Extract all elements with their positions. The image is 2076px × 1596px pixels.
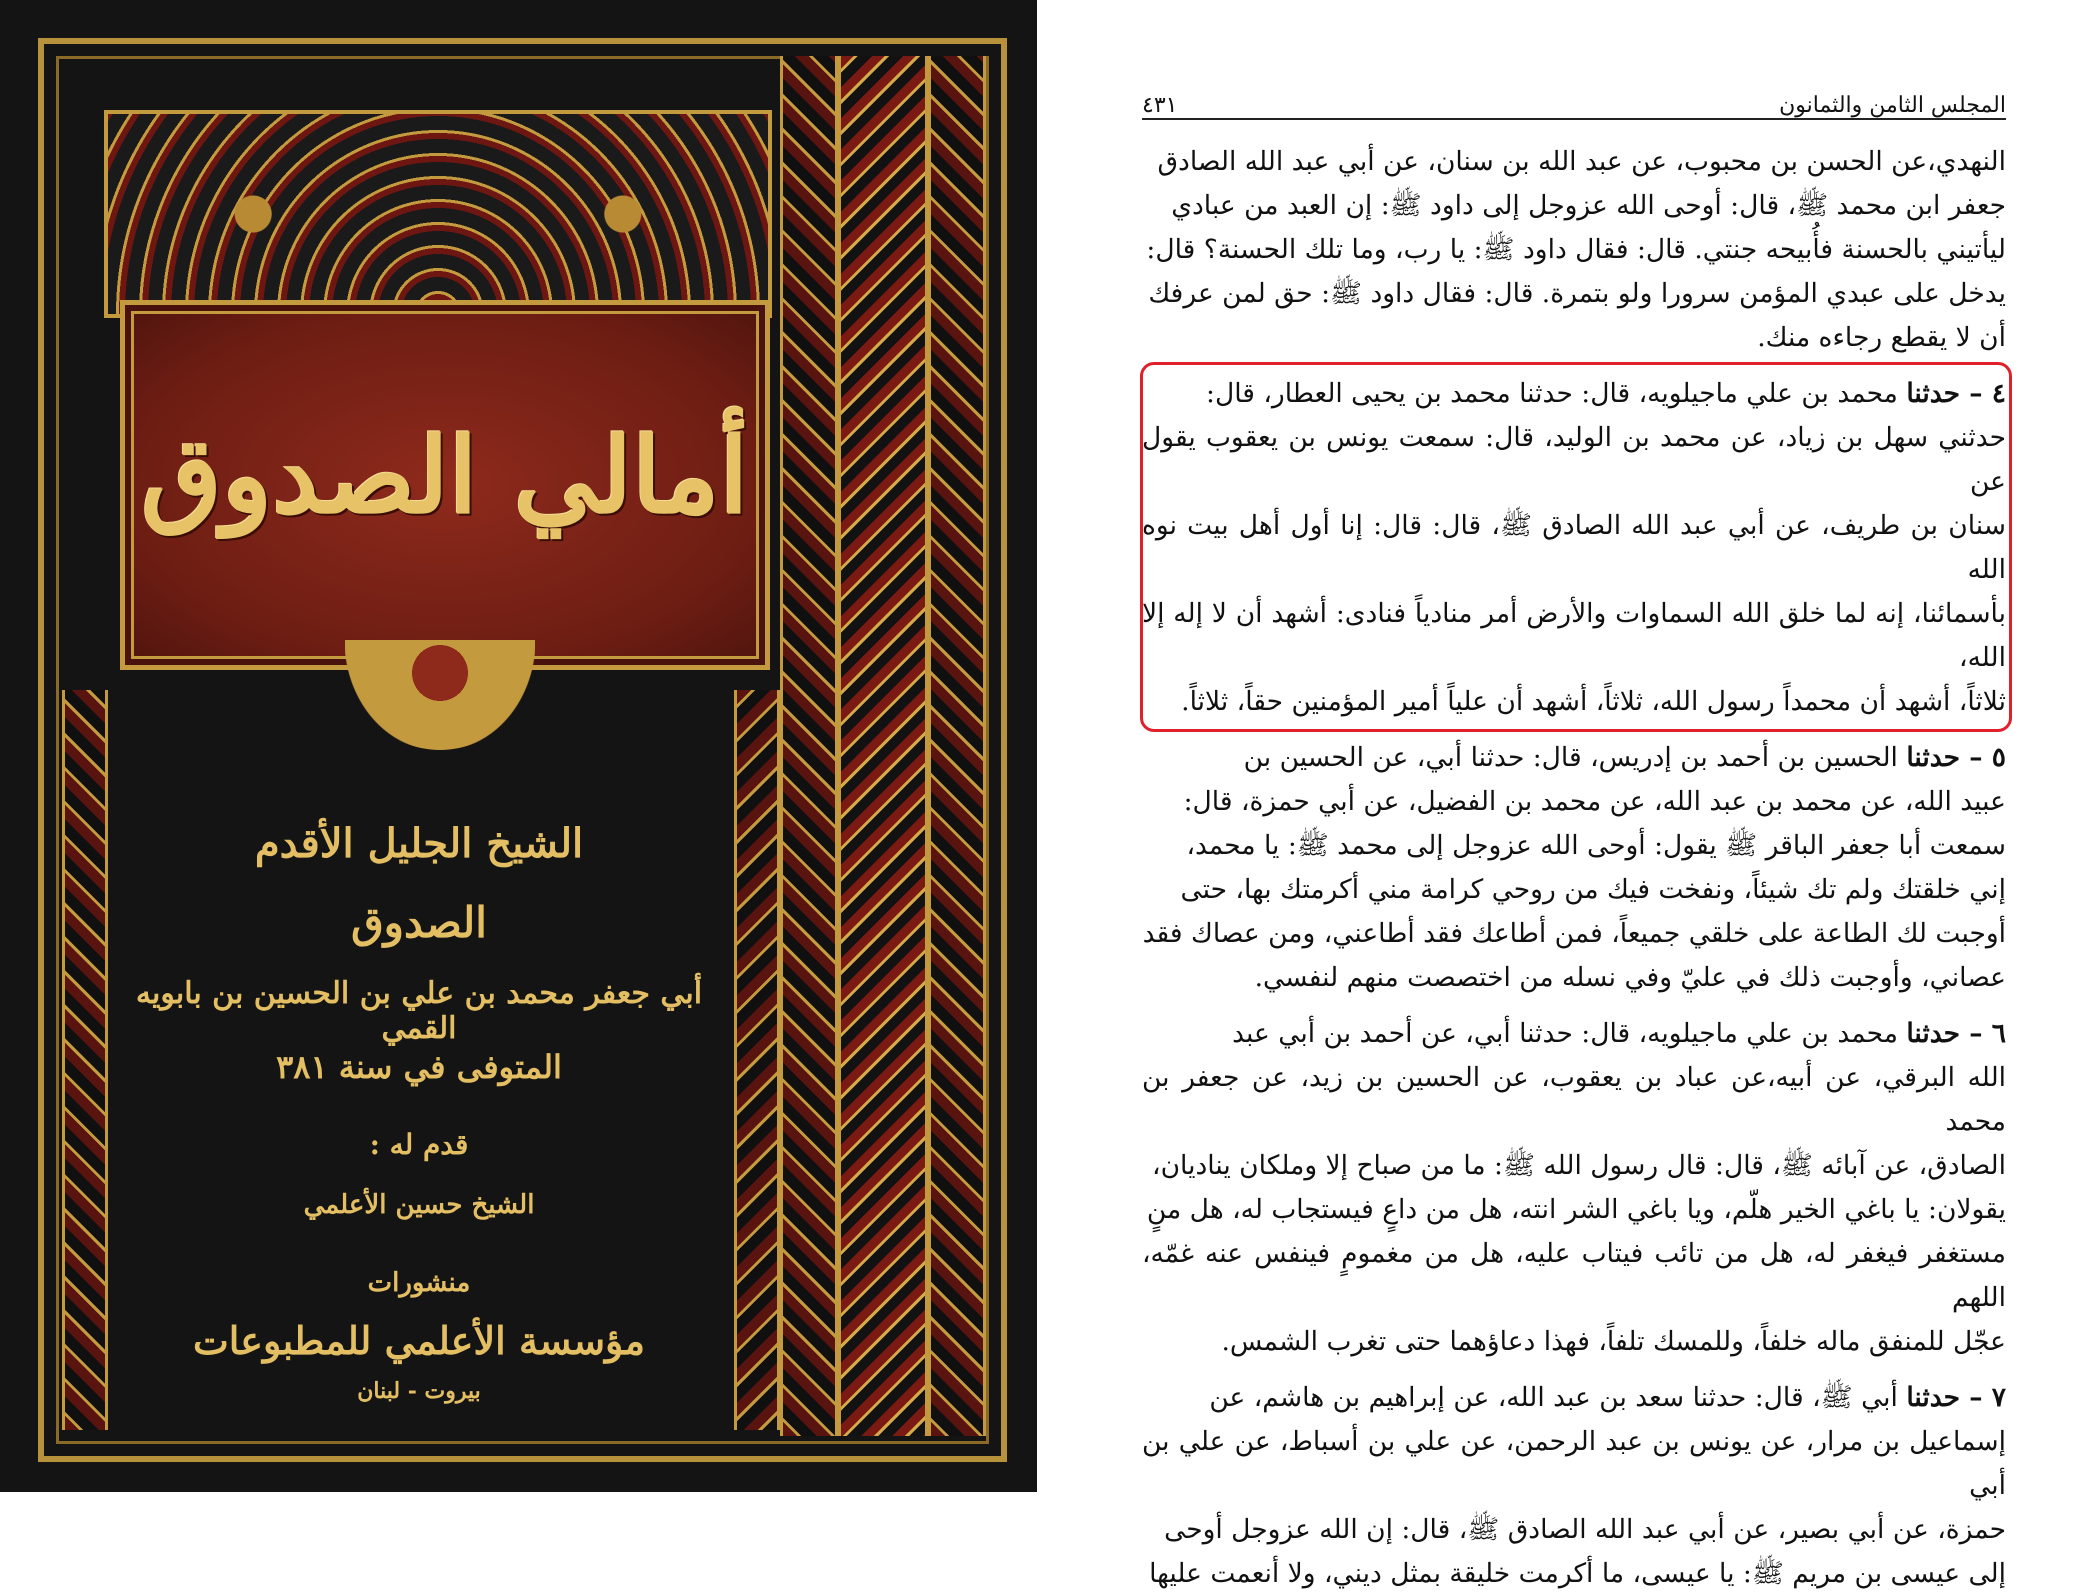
hadith-paragraph — [1133, 1012, 2006, 1364]
line-text: إني خلقتك ولم تك شيئاً، ونفخت فيك من روحي كرامة مني أكرمتك بها، حتى — [1180, 874, 2006, 905]
text-line — [1142, 184, 2006, 228]
line-text: أن لا يقطع رجاءه منك. — [1757, 322, 2006, 353]
cover-lower-strip-right — [734, 690, 780, 1430]
line-text: عجّل للمنفق ماله خلفاً، وللمسك تلفاً، فهذا دعاؤهما حتى تغرب الشمس. — [1221, 1326, 2006, 1357]
hadith-number: ٧ – حدثنا — [1906, 1382, 2006, 1413]
line-text: أوجبت لك الطاعة على خلقي جميعاً، فمن أطاعك فقد أطاعني، ومن عصاك فقد — [1142, 918, 2006, 949]
line-text: ليأتيني بالحسنة فأُبيحه جنتي. قال: فقال داود ﷺ: يا رب، وما تلك الحسنة؟ قال: — [1146, 234, 2006, 265]
line-text: يدخل على عبدي المؤمن سرورا ولو بتمرة. قال: فقال داود ﷺ: حق لمن عرفك — [1148, 278, 2006, 309]
text-line — [1142, 228, 2006, 272]
text-line — [1133, 1420, 2006, 1508]
line-text: الصادق، عن آبائه ﷺ، قال: قال رسول الله ﷺ: ما من صباح إلا وملكان يناديان، — [1152, 1150, 2006, 1181]
text-line — [1142, 912, 2006, 956]
text-line — [1133, 1056, 2006, 1144]
strip-zigzag-right — [928, 56, 986, 1436]
text-line — [1142, 780, 2006, 824]
paragraph-gap — [1142, 1000, 2006, 1012]
paragraph-gap — [1142, 1364, 2006, 1376]
cover-city: بيروت - لبنان — [357, 1378, 481, 1404]
cover-intro-label: قدم له : — [369, 1128, 469, 1161]
cover-lower-strip-left — [62, 690, 108, 1430]
line-text: حمزة، عن أبي بصير، عن أبي عبد الله الصادق ﷺ، قال: إن الله عزوجل أوحى — [1164, 1514, 2006, 1545]
line-text: حدثني سهل بن زياد، عن محمد بن الوليد، قال: سمعت يونس بن يعقوب يقول عن — [1133, 422, 2006, 497]
text-line — [1142, 956, 2006, 1000]
text-line — [1142, 1012, 2006, 1056]
book-cover — [0, 0, 1037, 1492]
hadith-paragraph — [1133, 1376, 2006, 1596]
cover-title-panel — [120, 300, 770, 670]
text-line — [1142, 824, 2006, 868]
line-text: ثلاثاً، أشهد أن محمداً رسول الله، ثلاثاً، أشهد أن علياً أمير المؤمنين حقاً، ثلاثاً. — [1181, 686, 2006, 717]
cover-decorative-strip — [780, 56, 990, 1436]
text-line — [1142, 868, 2006, 912]
line-text: بأسمائنا، إنه لما خلق الله السماوات والأرض أمر منادياً فنادى: أشهد أن لا إله إلا الله، — [1133, 598, 2006, 673]
hadith-paragraph — [1133, 372, 2006, 724]
cover-author-full: أبي جعفر محمد بن علي بن الحسين بن بابويه القمي — [135, 976, 703, 1046]
cover-title: أمالي الصدوق — [141, 413, 749, 537]
paragraph-gap — [1142, 724, 2006, 736]
hadith-paragraph — [1142, 736, 2006, 1000]
line-text: سنان بن طريف، عن أبي عبد الله الصادق ﷺ، قال: قال: إنا أول أهل بيت نوه الله — [1133, 510, 2006, 585]
text-line — [1133, 416, 2006, 504]
text-line — [1142, 140, 2006, 184]
text-line — [1133, 592, 2006, 680]
hadith-number: ٦ – حدثنا — [1906, 1018, 2006, 1049]
line-text: محمد بن علي ماجيلويه، قال: حدثنا محمد بن يحيى العطار، قال: — [1206, 378, 1907, 409]
hadith-number: ٥ – حدثنا — [1906, 742, 2006, 773]
line-text: النهدي،عن الحسن بن محبوب، عن عبد الله بن سنان، عن أبي عبد الله الصادق — [1157, 146, 2006, 177]
text-line — [1142, 1144, 2006, 1188]
text-line — [1142, 680, 2006, 724]
strip-diamond — [838, 56, 928, 1436]
text-line — [1142, 272, 2006, 316]
text-line — [1133, 1232, 2006, 1320]
line-text: سمعت أبا جعفر الباقر ﷺ يقول: أوحى الله عزوجل إلى محمد ﷺ: يا محمد، — [1186, 830, 2006, 861]
line-text: عصاني، وأوجبت ذلك في عليّ وفي نسله من اختصصت منهم لنفسي. — [1254, 962, 2006, 993]
cover-subtitle: الشيخ الجليل الأقدم — [254, 820, 584, 867]
page-number: ٤٣١ — [1142, 93, 1178, 118]
line-text: الحسين بن أحمد بن إدريس، قال: حدثنا أبي، عن الحسين بن — [1243, 742, 1907, 773]
text-line — [1142, 372, 2006, 416]
text-line — [1133, 504, 2006, 592]
text-line — [1142, 736, 2006, 780]
hadith-paragraph — [1142, 140, 2006, 360]
cover-publisher-label: منشورات — [367, 1268, 471, 1298]
text-line — [1142, 1376, 2006, 1420]
cover-author-short: الصدوق — [351, 898, 487, 947]
strip-zigzag-left — [780, 56, 838, 1436]
line-text: يقولان: يا باغي الخير هلّم، ويا باغي الشر انته، هل من داعٍ فيستجاب له، هل منٍ — [1146, 1194, 2006, 1225]
line-text: إلى عيسى بن مريم ﷺ: يا عيسى، ما أكرمت خليقة بمثل ديني، ولا أنعمت عليها — [1149, 1558, 2006, 1589]
line-text: محمد بن علي ماجيلويه، قال: حدثنا أبي، عن أحمد بن أبي عبد — [1232, 1018, 1907, 1049]
line-text: إسماعيل بن مرار، عن يونس بن عبد الرحمن، عن علي بن أسباط، عن علي بن أبي — [1133, 1426, 2006, 1501]
hadith-number: ٤ – حدثنا — [1906, 378, 2006, 409]
cover-publisher: مؤسسة الأعلمي للمطبوعات — [192, 1318, 646, 1363]
book-page — [1037, 0, 2076, 1589]
cover-arabesque-ornament — [104, 110, 772, 318]
text-line — [1142, 316, 2006, 360]
text-line — [1142, 1188, 2006, 1232]
line-text: جعفر ابن محمد ﷺ، قال: أوحى الله عزوجل إلى داود ﷺ: إن العبد من عبادي — [1171, 190, 2006, 221]
line-text: عبيد الله، عن محمد بن عبد الله، عن محمد بن الفضيل، عن أبي حمزة، قال: — [1183, 786, 2006, 817]
cover-death-year: المتوفى في سنة ٣٨١ — [276, 1048, 562, 1086]
line-text: الله البرقي، عن أبيه،عن عباد بن يعقوب، عن الحسين بن زيد، عن جعفر بن محمد — [1133, 1062, 2006, 1137]
header-title: المجلس الثامن والثمانون — [1779, 93, 2006, 118]
line-text: مستغفر فيغفر له، هل من تائب فيتاب عليه، هل من مغمومٍ فينفس عنه غمّه، اللهم — [1133, 1238, 2006, 1313]
page-body — [1133, 140, 2006, 1596]
text-line — [1142, 1552, 2006, 1596]
cover-intro-by: الشيخ حسين الأعلمي — [303, 1190, 535, 1220]
line-text: أبي ﷺ، قال: حدثنا سعد بن عبد الله، عن إبراهيم بن هاشم، عن — [1209, 1382, 1907, 1413]
paragraph-gap — [1142, 360, 2006, 372]
page-header — [1142, 82, 2006, 120]
text-line — [1142, 1320, 2006, 1364]
text-line — [1142, 1508, 2006, 1552]
